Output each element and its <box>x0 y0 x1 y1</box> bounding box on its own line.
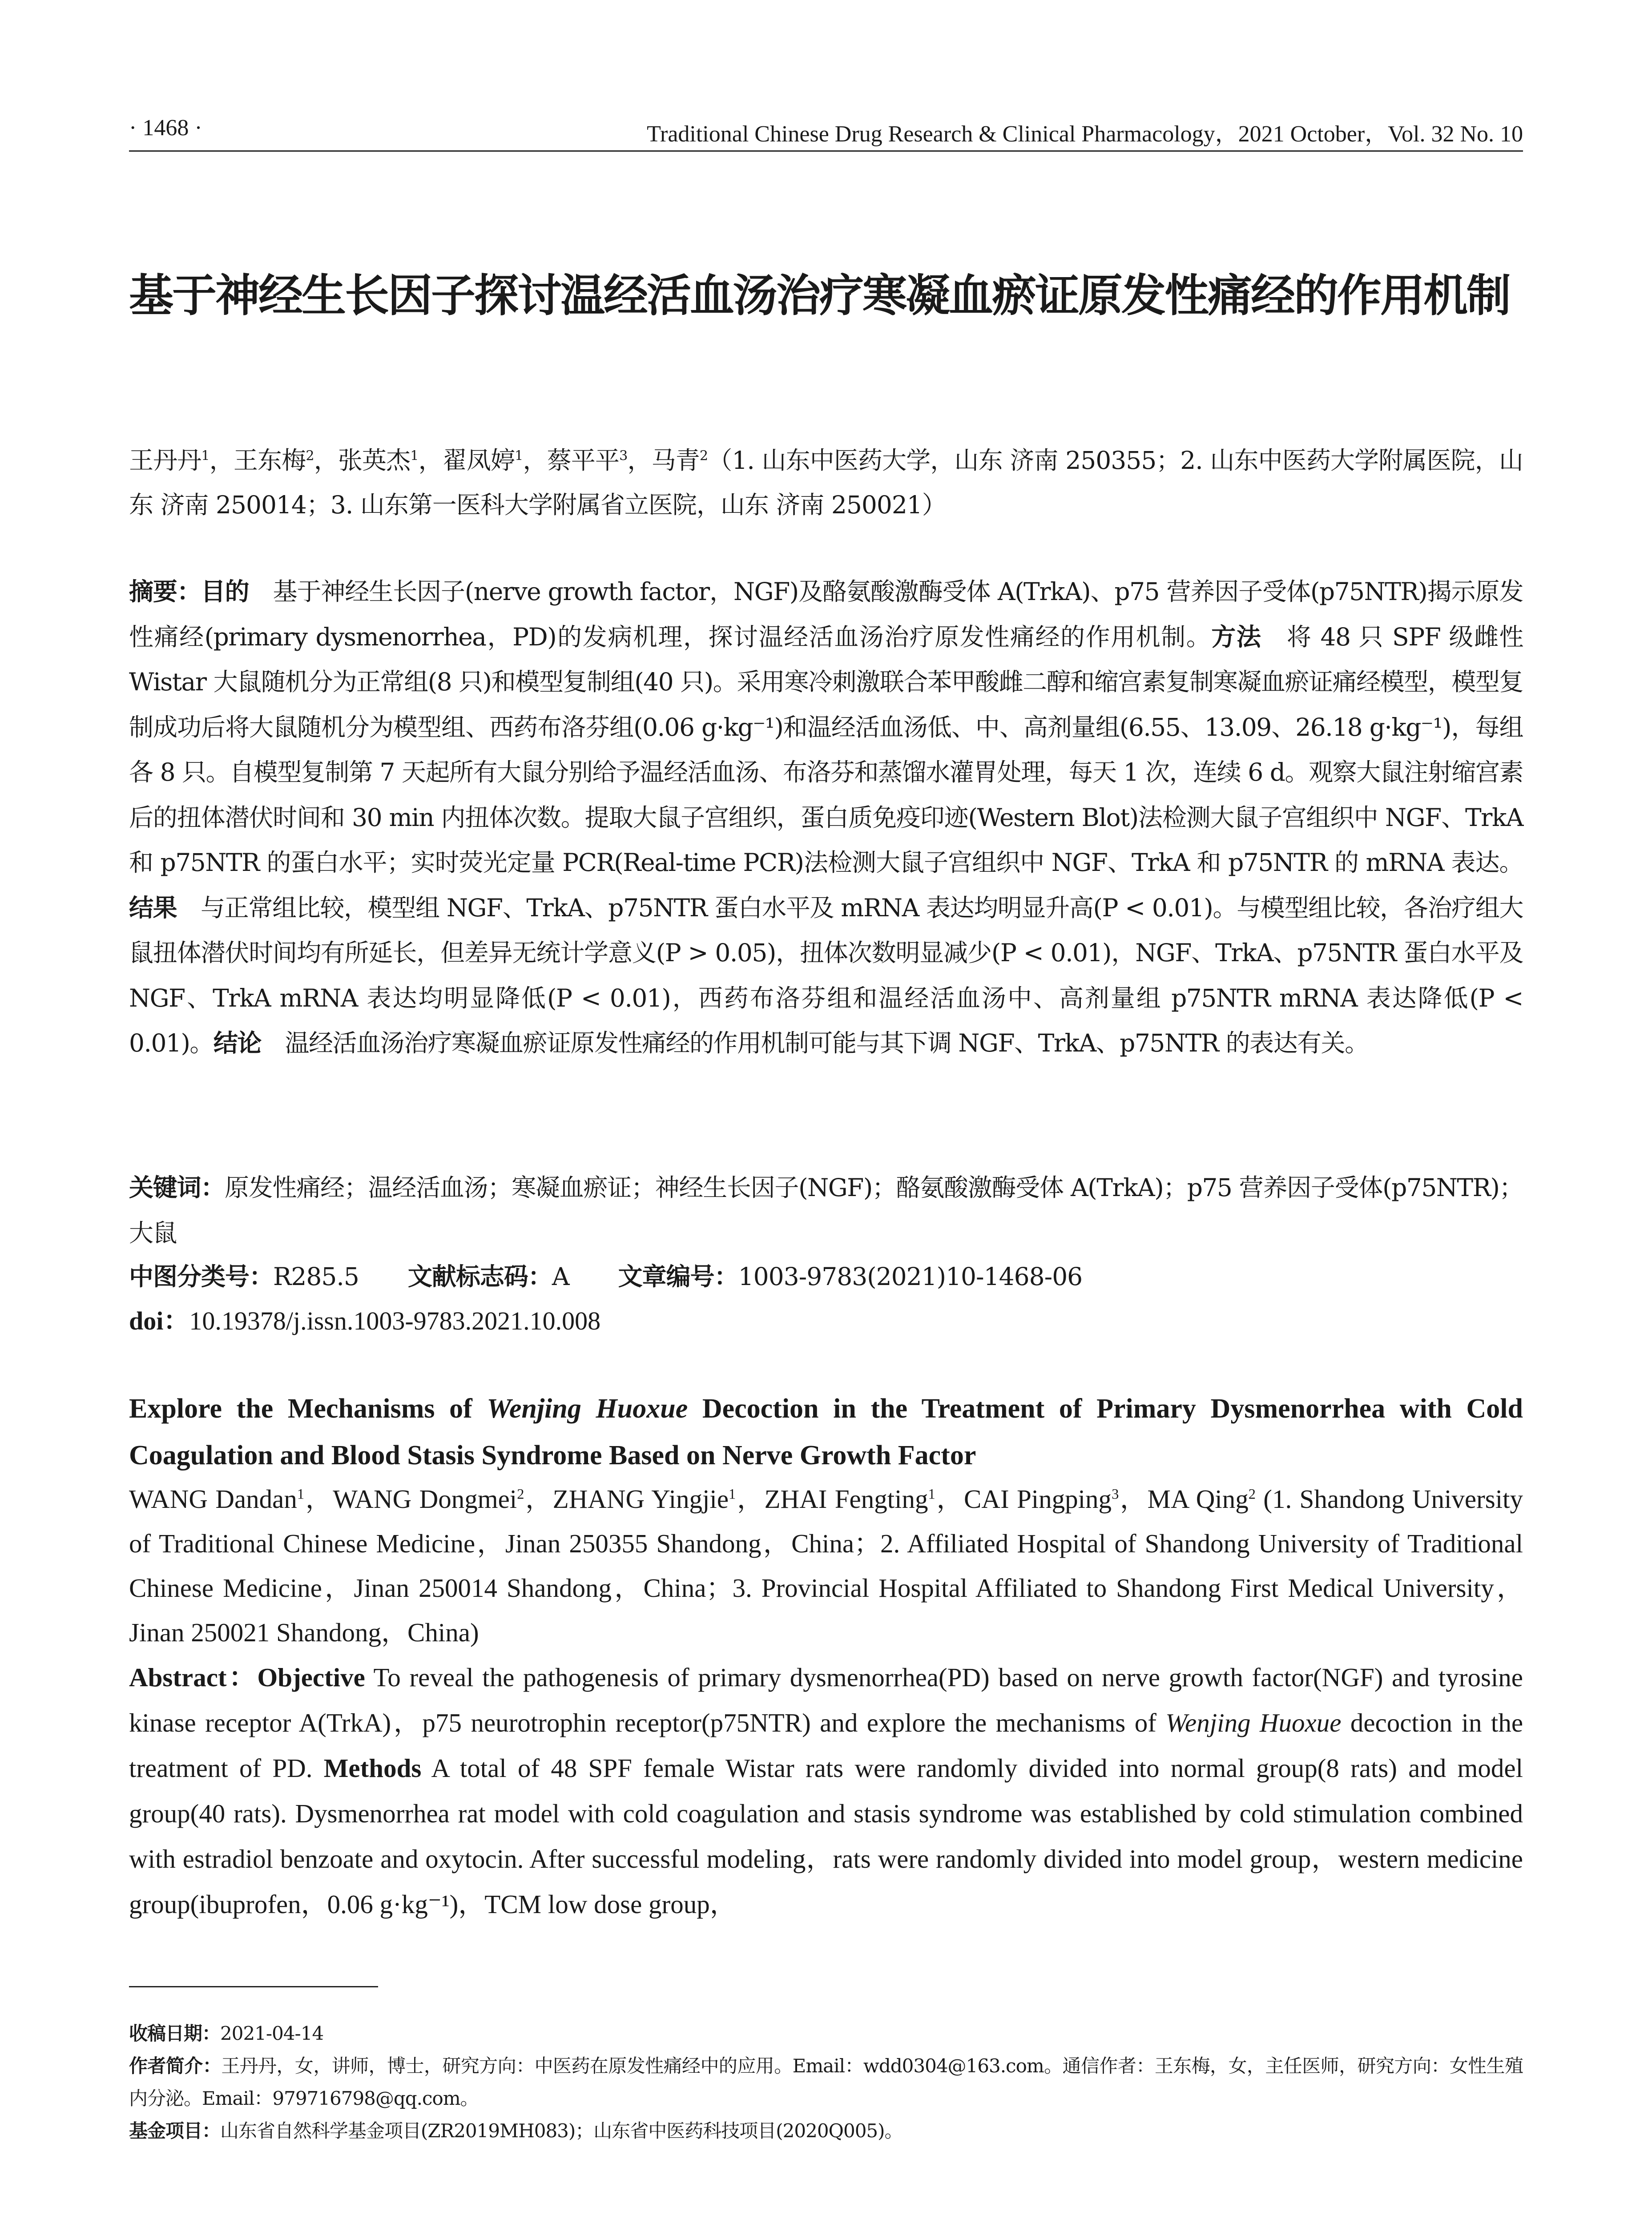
abstract-en-label: Abstract： <box>129 1663 258 1692</box>
author-affil-marker: 2 <box>306 448 314 464</box>
author-affil-marker: 2 <box>699 448 708 464</box>
author-affil-marker: 2 <box>517 1486 524 1503</box>
author-name: 王丹丹 <box>129 446 201 475</box>
author-affil-marker: 1 <box>201 448 210 464</box>
methods-en-label: Methods <box>323 1753 422 1783</box>
author-name: 张英杰 <box>338 446 411 475</box>
conclusion-label: 结论 <box>213 1029 261 1057</box>
objective-label: 目的 <box>201 577 249 606</box>
conclusion-text: 温经活血汤治疗寒凝血瘀证原发性痛经的作用机制可能与其下调 NGF、TrkA、p75NTR 的表达有关。 <box>285 1029 1369 1057</box>
page-number: · 1468 · <box>129 115 202 141</box>
received-date <box>129 2017 1523 2050</box>
clc-value: R285.5 <box>273 1262 359 1291</box>
keywords-label: 关键词： <box>129 1173 225 1202</box>
objective-en-italic: Wenjing Huoxue <box>1165 1708 1342 1737</box>
received-label: 收稿日期： <box>129 2023 221 2044</box>
clc-label: 中图分类号： <box>129 1262 274 1291</box>
author-name: 王东梅 <box>233 446 306 475</box>
article-number-value: 1003-9783(2021)10-1468-06 <box>738 1262 1083 1291</box>
received-value: 2021-04-14 <box>220 2023 324 2044</box>
doc-code-label: 文献标志码： <box>407 1262 552 1291</box>
article-number-label: 文章编号： <box>618 1262 738 1291</box>
methods-label: 方法 <box>1211 622 1262 651</box>
abstract-en <box>129 1655 1523 1927</box>
affiliations-en: (1. Shandong University of Traditional Chinese Medicine，Jinan 250355 Shandong，China；2. Affiliated Hospital of Shandong University of Traditional Chinese Medicine，Jinan 250014 Shandong，China；3. Provincial Hospital Affiliated to Shandong First Medical University，Jinan 250021 Shandong，China) <box>129 1484 1523 1647</box>
keywords-cn <box>129 1165 1523 1256</box>
fund-text: 山东省自然科学基金项目(ZR2019MH083)；山东省中医药科技项目(2020Q005)。 <box>220 2120 903 2142</box>
author-name: 翟凤婷 <box>442 446 515 475</box>
authors-cn: 王丹丹$^1$，王东梅$^2$，张英杰$^1$，翟凤婷$^1$，蔡平平$^3$，马青$^2$（1. 山东中医药大学，山东 济南 250355；2. 山东中医药大学附属医院，山东 济南 250014；3. 山东第一医科大学附属省立医院，山东 济南 250021） <box>129 446 1523 519</box>
title-en-italic: Wenjing Huoxue <box>487 1394 688 1424</box>
author-affil-marker: 2 <box>1248 1486 1256 1503</box>
affiliations-cn: （1. 山东中医药大学，山东 济南 250355；2. 山东中医药大学附属医院，山东 济南 250014；3. 山东第一医科大学附属省立医院，山东 济南 250021） <box>129 446 1523 519</box>
authors-en: WANG Dandan$^1$，WANG Dongmei$^2$，ZHANG Yingjie$^1$，ZHAI Fengting$^1$，CAI Pingping$^3$，MA Qing$^2$ (1. Shandong University of Traditional Chinese Medicine，Jinan 250355 Shandong，China；2. Affiliated Hospital of Shandong University of Traditional Chinese Medicine，Jinan 250014 Shandong，China；3. Provincial Hospital Affiliated to Shandong First Medical University，Jinan 250021 Shandong，China) <box>129 1484 1523 1647</box>
author-name-en: MA Qing <box>1147 1484 1249 1514</box>
results-label: 结果 <box>129 893 177 922</box>
author-affil-marker: 1 <box>297 1486 305 1503</box>
author-affil-marker: 3 <box>1112 1486 1119 1503</box>
author-affil-marker: 1 <box>928 1486 935 1503</box>
abstract-cn <box>129 569 1523 1066</box>
objective-en-text-2: decoction in the treatment of PD. <box>129 1708 1523 1783</box>
article-title-cn: 基于神经生长因子探讨温经活血汤治疗寒凝血瘀证原发性痛经的作用机制 <box>129 270 1510 322</box>
author-name-en: ZHAI Fengting <box>764 1484 928 1514</box>
author-name-en: WANG Dongmei <box>333 1484 517 1514</box>
objective-text: 基于神经生长因子(nerve growth factor，NGF)及酪氨酸激酶受体 A(TrkA)、p75 营养因子受体(p75NTR)揭示原发性痛经(primary dysmenorrhea，PD)的发病机理，探讨温经活血汤治疗原发性痛经的作用机制。 <box>129 577 1523 651</box>
footnotes <box>129 2017 1523 2147</box>
doi-line <box>129 1299 600 1343</box>
running-header <box>129 111 1523 147</box>
methods-text: 将 48 只 SPF 级雌性 Wistar 大鼠随机分为正常组(8 只)和模型复制组(40 只)。采用寒冷刺激联合苯甲酸雌二醇和缩宫素复制寒凝血瘀证痛经模型，模型复制成功后将大鼠随机分为模型组、西药布洛芬组(0.06 g·kg⁻¹)和温经活血汤低、中、高剂量组(6.55、13.09、26.18 g·kg⁻¹)，每组各 8 只。自模型复制第 7 天起所有大鼠分别给予温经活血汤、布洛芬和蒸馏水灌胃处理，每天 1 次，连续 6 d。观察大鼠注射缩宫素后的扭体潜伏时间和 30 min 内扭体次数。提取大鼠子宫组织，蛋白质免疫印迹(Western Blot)法检测大鼠子宫组织中 NGF、TrkA 和 p75NTR 的蛋白水平；实时荧光定量 PCR(Real-time PCR)法检测大鼠子宫组织中 NGF、TrkA 和 p75NTR 的 mRNA 表达。 <box>129 622 1523 877</box>
title-en-part2: Decoction in the Treatment of Primary Dysmenorrhea with Cold Coagulation and Blood Stasis Syndrome Based on Nerve Growth Factor <box>129 1394 1523 1471</box>
objective-en-text: To reveal the pathogenesis of primary dysmenorrhea(PD) based on nerve growth factor(NGF) and tyrosine kinase receptor A(TrkA)，p75 neurotrophin receptor(p75NTR) and explore the mechanisms of <box>129 1663 1523 1737</box>
author-affil-marker: 1 <box>410 448 419 464</box>
author-bio <box>129 2050 1523 2115</box>
doi-value: 10.19378/j.issn.1003-9783.2021.10.008 <box>189 1306 601 1335</box>
abstract-label: 摘要： <box>129 577 201 606</box>
bio-text: 王丹丹，女，讲师，博士，研究方向：中医药在原发性痛经中的应用。Email：wdd0304@163.com。通信作者：王东梅，女，主任医师，研究方向：女性生殖内分泌。Email：979716798@qq.com。 <box>129 2055 1523 2109</box>
funding <box>129 2115 1523 2147</box>
classification-line <box>129 1254 1082 1299</box>
journal-citation: Traditional Chinese Drug Research & Clinical Pharmacology，2021 October，Vol. 32 No. 10 <box>647 121 1523 147</box>
methods-en-text: A total of 48 SPF female Wistar rats were randomly divided into normal group(8 rats) and model group(40 rats). Dysmenorrhea rat model with cold coagulation and stasis syndrome was established by cold stimulation combined with estradiol benzoate and oxytocin. After successful modeling，rats were randomly divided into model group，western medicine group(ibuprofen，0.06 g·kg⁻¹)，TCM low dose group， <box>129 1753 1523 1919</box>
results-text: 与正常组比较，模型组 NGF、TrkA、p75NTR 蛋白水平及 mRNA 表达均明显升高(P < 0.01)。与模型组比较，各治疗组大鼠扭体潜伏时间均有所延长，但差异无统计学意义(P > 0.05)，扭体次数明显减少(P < 0.01)，NGF、TrkA、p75NTR 蛋白水平及 NGF、TrkA mRNA 表达均明显降低(P < 0.01)，西药布洛芬组和温经活血汤中、高剂量组 p75NTR mRNA 表达降低(P < 0.01)。 <box>129 893 1523 1057</box>
author-affil-marker: 3 <box>619 448 628 464</box>
doc-code-value: A <box>552 1262 569 1291</box>
header-rule <box>129 150 1523 152</box>
bio-label: 作者简介： <box>129 2055 222 2077</box>
keywords-text: 原发性痛经；温经活血汤；寒凝血瘀证；神经生长因子(NGF)；酪氨酸激酶受体 A(TrkA)；p75 营养因子受体(p75NTR)；大鼠 <box>129 1173 1523 1247</box>
fund-label: 基金项目： <box>129 2120 221 2142</box>
author-affil-marker: 1 <box>515 448 523 464</box>
title-en-part1: Explore the Mechanisms of <box>129 1394 487 1424</box>
author-name-en: ZHANG Yingjie <box>552 1484 729 1514</box>
author-name-en: CAI Pingping <box>963 1484 1112 1514</box>
author-name: 马青 <box>651 446 700 475</box>
objective-en-label: Objective <box>257 1663 365 1692</box>
footnote-rule <box>129 1986 378 1987</box>
author-name: 蔡平平 <box>547 446 620 475</box>
author-affil-marker: 1 <box>729 1486 736 1503</box>
doi-label: doi： <box>129 1306 189 1335</box>
author-name-en: WANG Dandan <box>129 1484 297 1514</box>
article-title-en <box>129 1386 1523 1479</box>
